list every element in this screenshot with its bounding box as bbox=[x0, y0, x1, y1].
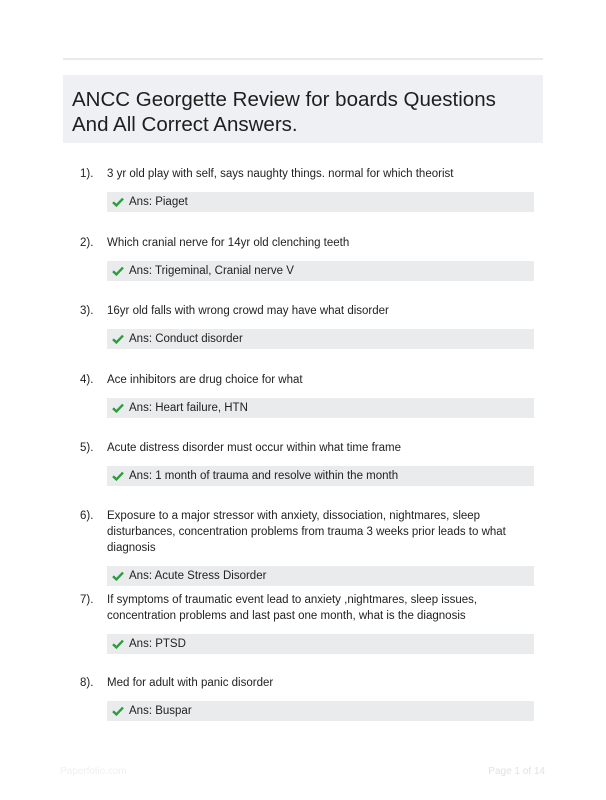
title-banner bbox=[63, 75, 543, 143]
question-item bbox=[80, 235, 540, 281]
answer-box bbox=[107, 701, 534, 721]
question-item bbox=[80, 303, 540, 349]
checkmark-icon bbox=[112, 334, 124, 344]
page-indicator: Page 1 of 14 bbox=[488, 766, 545, 777]
page-title: ANCC Georgette Review for boards Questions And All Correct Answers. bbox=[72, 88, 496, 136]
answer-text: Ans: Acute Stress Disorder bbox=[129, 570, 267, 582]
answer-text: Ans: Piaget bbox=[129, 196, 188, 208]
question-item bbox=[80, 675, 540, 721]
answer-text: Ans: Heart failure, HTN bbox=[129, 402, 248, 414]
question-text: Exposure to a major stressor with anxiety, dissociation, nightmares, sleep disturbances, concentration problems from trauma 3 weeks prior leads to what diagnosis bbox=[107, 510, 506, 554]
checkmark-icon bbox=[112, 403, 124, 413]
answer-text: Ans: 1 month of trauma and resolve within the month bbox=[129, 470, 399, 482]
answer-text: Ans: PTSD bbox=[129, 638, 186, 650]
question-number: 2). bbox=[80, 237, 94, 249]
checkmark-icon bbox=[112, 571, 124, 581]
checkmark-icon bbox=[112, 266, 124, 276]
question-item bbox=[80, 166, 540, 212]
checkmark-icon bbox=[112, 639, 124, 649]
answer-box bbox=[107, 634, 534, 654]
answer-text: Ans: Trigeminal, Cranial nerve V bbox=[129, 265, 294, 277]
question-item bbox=[80, 592, 540, 654]
question-text: Ace inhibitors are drug choice for what bbox=[107, 374, 303, 386]
question-item bbox=[80, 372, 540, 418]
question-number: 7). bbox=[80, 594, 94, 606]
question-text: Acute distress disorder must occur within what time frame bbox=[107, 442, 401, 454]
answer-box bbox=[107, 466, 534, 486]
question-number: 4). bbox=[80, 374, 94, 386]
answer-box bbox=[107, 566, 534, 586]
question-item bbox=[80, 440, 540, 486]
question-text: Med for adult with panic disorder bbox=[107, 677, 274, 689]
answer-box bbox=[107, 398, 534, 418]
question-number: 6). bbox=[80, 510, 94, 522]
answer-box bbox=[107, 329, 534, 349]
question-number: 5). bbox=[80, 442, 94, 454]
checkmark-icon bbox=[112, 197, 124, 207]
question-text: 3 yr old play with self, says naughty things. normal for which theorist bbox=[107, 168, 454, 180]
question-text: Which cranial nerve for 14yr old clenching teeth bbox=[107, 237, 350, 249]
question-number: 8). bbox=[80, 677, 94, 689]
answer-box bbox=[107, 261, 534, 281]
checkmark-icon bbox=[112, 706, 124, 716]
question-number: 1). bbox=[80, 168, 94, 180]
watermark-text: Paperfolio.com bbox=[60, 766, 127, 777]
question-item bbox=[80, 508, 540, 586]
question-text: If symptoms of traumatic event lead to anxiety ,nightmares, sleep issues, concentration problems and last past one month, what is the diagnosis bbox=[107, 594, 478, 622]
question-number: 3). bbox=[80, 305, 94, 317]
question-text: 16yr old falls with wrong crowd may have what disorder bbox=[107, 305, 389, 317]
answer-text: Ans: Buspar bbox=[129, 705, 192, 717]
answer-text: Ans: Conduct disorder bbox=[129, 333, 243, 345]
answer-box bbox=[107, 192, 534, 212]
top-divider bbox=[63, 58, 543, 60]
checkmark-icon bbox=[112, 471, 124, 481]
